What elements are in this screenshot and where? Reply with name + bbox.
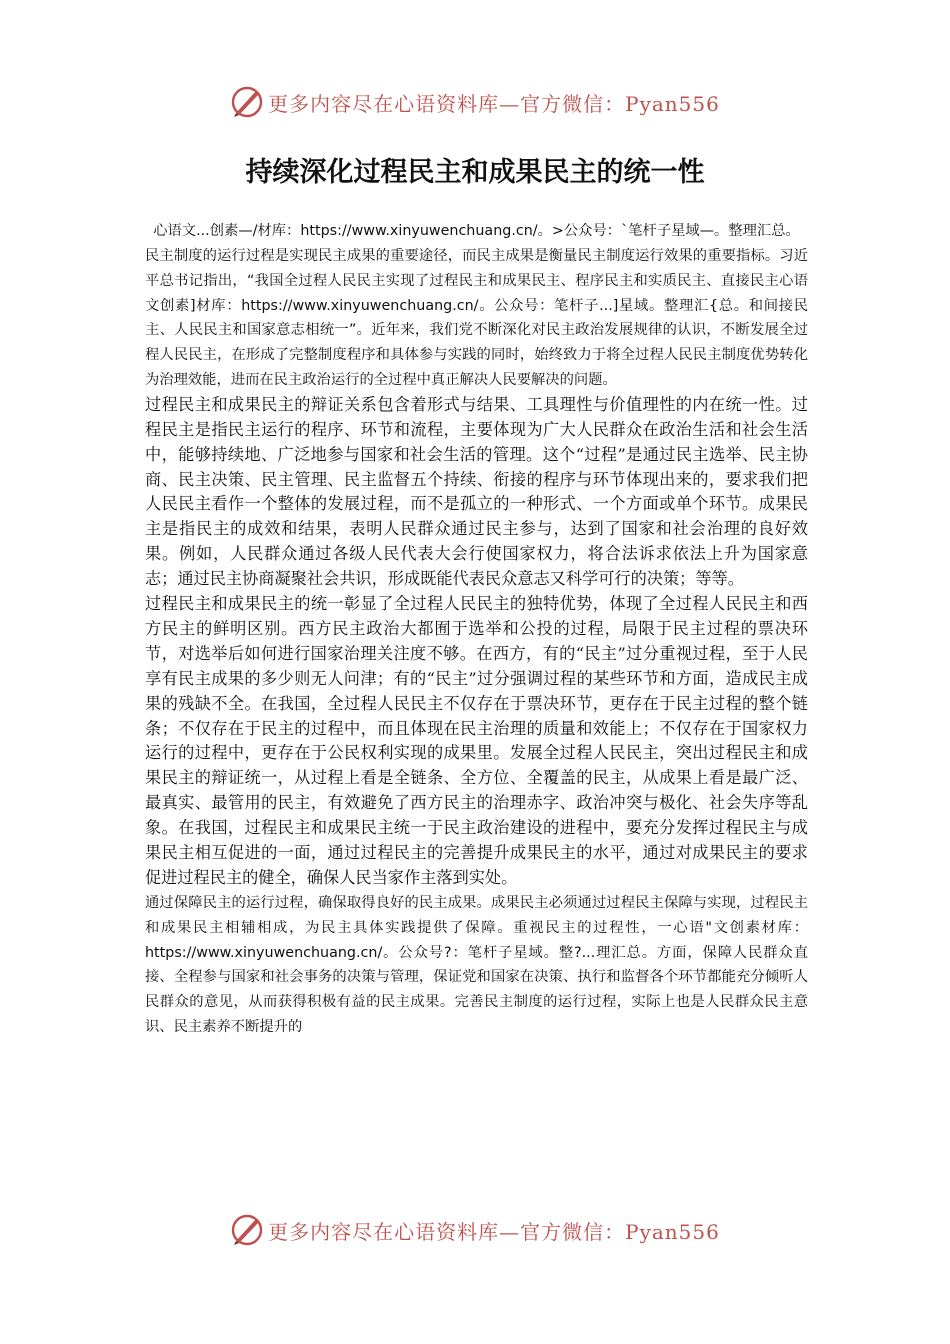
watermark-banner-bottom — [0, 1210, 950, 1250]
paragraph-4: 通过保障民主的运行过程，确保取得良好的民主成果。成果民主必须通过过程民主保障与实现，过程民主和成果民主相辅相成，为民主具体实践提供了保障。重视民主的过程性，一心语"文创素材库：https://www.xinyuwenchuang.cn/。公众号?：笔杆子星域。整?...理汇总。方面，保障人民群众直接、全程参与国家和社会事务的决策与管理，保证党和国家在决策、执行和监督各个环节都能充分倾听人民群众的意见，从而获得积极有益的民主成果。完善民主制度的运行过程，实际上也是人民群众民主意识、民主素养不断提升的 — [145, 894, 808, 1035]
document-body — [145, 219, 808, 1040]
watermark-banner-inner — [230, 85, 720, 119]
paragraph-3: 过程民主和成果民主的统一彰显了全过程人民民主的独特优势，体现了全过程人民民主和西方民主的鲜明区别。西方民主政治大都囿于选举和公投的过程，局限于民主过程的票决环节，对选举后如何进行国家治理关注度不够。在西方，有的“民主”过分重视过程，至于人民享有民主成果的多少则无人问津；有的“民主”过分强调过程的某些环节和方面，造成民主成果的残缺不全。在我国，全过程人民民主不仅存在于票决环节，更存在于民主过程的整个链条；不仅存在于民主的过程中，而且体现在民主治理的质量和效能上；不仅存在于国家权力运行的过程中，更存在于公民权利实现的成果里。发展全过程人民民主，突出过程民主和成果民主的辩证统一，从过程上看是全链条、全方位、全覆盖的民主，从成果上看是最广泛、最真实、最管用的民主，有效避免了西方民主的治理赤字、政治冲突与极化、社会失序等乱象。在我国，过程民主和成果民主统一于民主政治建设的进程中，要充分发挥过程民主与成果民主相互促进的一面，通过过程民主的完善提升成果民主的水平，通过对成果民主的要求促进过程民主的健全，确保人民当家作主落到实处。 — [145, 594, 808, 887]
pen-brush-logo-icon — [230, 85, 264, 119]
watermark-text: 更多内容尽在心语资料库—官方微信：Pyan556 — [268, 91, 720, 116]
source-note: 心语文...创素—/材库：https://www.xinyuwenchuang.cn/。>公众号：`笔杆子星域—。整理汇总。 — [153, 223, 800, 239]
pen-brush-logo-icon — [230, 1213, 264, 1247]
watermark-banner-inner — [230, 1213, 720, 1247]
watermark-banner-top — [0, 82, 950, 122]
watermark-text: 更多内容尽在心语资料库—官方微信：Pyan556 — [268, 1219, 720, 1244]
document-title: 持续深化过程民主和成果民主的统一性 — [245, 157, 705, 188]
paragraph-1: 民主制度的运行过程是实现民主成果的重要途径，而民主成果是衡量民主制度运行效果的重要指标。习近平总书记指出，“我国全过程人民民主实现了过程民主和成果民主、程序民主和实质民主、直接民主心语文创素]材库：https://www.xinyuwenchuang.cn/。公众号：笔杆子...]星域。整理汇{总。和间接民主、人民民主和国家意志相统一”。近年来，我们党不断深化对民主政治发展规律的认识，不断发展全过程人民民主，在形成了完整制度程序和具体参与实践的同时，始终致力于将全过程人民民主制度优势转化为治理效能，进而在民主政治运行的全过程中真正解决人民要解决的问题。 — [145, 248, 808, 388]
paragraph-2: 过程民主和成果民主的辩证关系包含着形式与结果、工具理性与价值理性的内在统一性。过程民主是指民主运行的程序、环节和流程，主要体现为广大人民群众在政治生活和社会生活中，能够持续地、广泛地参与国家和社会生活的管理。这个“过程”是通过民主选举、民主协商、民主决策、民主管理、民主监督五个持续、衔接的程序与环节体现出来的，要求我们把人民民主看作一个整体的发展过程，而不是孤立的一种形式、一个方面或单个环节。成果民主是指民主的成效和结果，表明人民群众通过民主参与，达到了国家和社会治理的良好效果。例如，人民群众通过各级人民代表大会行使国家权力，将合法诉求依法上升为国家意志；通过民主协商凝聚社会共识，形成既能代表民众意志又科学可行的决策；等等。 — [145, 394, 808, 589]
